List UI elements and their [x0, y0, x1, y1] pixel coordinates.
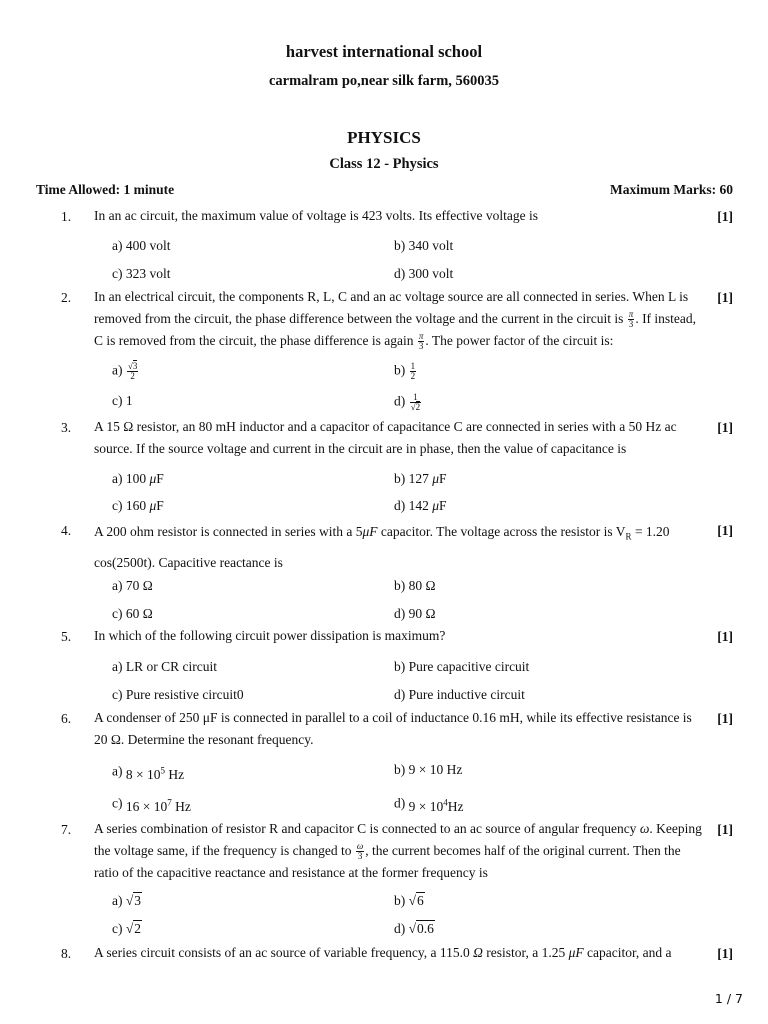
radicand: 2 [415, 402, 421, 412]
option-d [394, 393, 422, 412]
question-text [94, 818, 706, 884]
page-number: 1 / 7 [714, 991, 743, 1006]
option-c: c) 60 Ω [112, 606, 153, 621]
unit: Hz [168, 766, 185, 782]
question-marks: [1] [717, 290, 733, 305]
question-number: 6. [61, 711, 72, 726]
class-title: Class 12 - Physics [329, 156, 439, 172]
unit: F [156, 471, 164, 486]
option-a [112, 762, 184, 780]
question-marks: [1] [717, 629, 733, 644]
question-marks: [1] [717, 822, 733, 837]
option-label: d) [394, 921, 406, 936]
question-text-part: = 1.20 cos(2500t). Capacitive reactance is [94, 524, 670, 570]
question-text-part: In an electrical circuit, the components R, L, C and an ac voltage source are all connected in series. When L is removed from the circuit, the phase difference between the voltage and the current in the circuit is [94, 289, 689, 326]
one-over-root-two-fraction [410, 393, 421, 412]
capacitance-unit: μF [362, 524, 378, 539]
option-c [112, 921, 142, 937]
question-number: 8. [61, 946, 72, 961]
option-value [409, 799, 464, 814]
mu-symbol: μ [432, 471, 440, 486]
option-label: b) [394, 362, 406, 378]
omega-symbol: ω [639, 821, 650, 836]
option-d [394, 498, 447, 514]
question-marks: [1] [717, 523, 733, 538]
root-three-over-two-fraction [127, 362, 138, 381]
fraction-numerator: 1 [410, 393, 421, 403]
option-d: d) 300 volt [394, 266, 454, 281]
option-value: c) 160 [112, 498, 150, 513]
unit: Hz [447, 798, 464, 814]
question-text: A condenser of 250 μF is connected in parallel to a coil of inductance 0.16 mH, while its effective resistance is 20 Ω. Determine the resonant frequency. [94, 710, 692, 747]
fraction-numerator: ω [356, 841, 364, 852]
mu-symbol: μ [149, 471, 157, 486]
radicand: 2 [134, 921, 142, 936]
question-text-part: . Keeping the voltage same, if the frequency is changed to [94, 821, 702, 858]
question-text-part: . The power factor of the circuit is: [425, 333, 614, 348]
school-name: harvest international school [285, 42, 483, 61]
fraction-denominator: 2 [410, 371, 416, 381]
question-text-part: resistor, a 1.25 [482, 945, 566, 960]
option-b [394, 893, 425, 909]
radicand: 6 [417, 893, 424, 908]
square-root: √2 [125, 921, 142, 936]
question-text [94, 942, 706, 964]
option-value: d) 142 [394, 498, 433, 513]
option-c: c) 323 volt [112, 266, 171, 281]
unit: F [439, 471, 447, 486]
question-text-part: capacitor, and a [583, 945, 672, 960]
question-number: 4. [61, 523, 72, 538]
base: 8 × 10 [125, 766, 161, 782]
question-number: 3. [61, 420, 72, 435]
option-b: b) 80 Ω [394, 578, 436, 593]
option-b [394, 362, 417, 381]
fraction-denominator: 3 [628, 319, 634, 330]
question-marks: [1] [717, 209, 733, 224]
option-b: b) 340 volt [394, 238, 454, 253]
option-label: a) [112, 893, 123, 908]
option-c: c) Pure resistive circuit0 [112, 687, 244, 702]
subscript-r: R [625, 531, 632, 542]
option-label: a) [112, 763, 123, 779]
unit: F [156, 498, 164, 513]
question-text [94, 286, 706, 352]
one-half-fraction [410, 362, 417, 381]
fraction-numerator: π [628, 309, 634, 320]
question-text-part: A series combination of resistor R and capacitor C is connected to an ac source of angular frequency [94, 821, 637, 836]
option-label: a) [112, 362, 123, 378]
option-a: a) 400 volt [112, 238, 171, 253]
radicand: 0.6 [417, 921, 434, 936]
option-d [394, 921, 435, 937]
exponent: 7 [167, 797, 172, 807]
option-value: b) 127 [394, 471, 433, 486]
option-value: a) 100 [112, 471, 150, 486]
question-number: 5. [61, 629, 72, 644]
question-number: 7. [61, 822, 72, 837]
option-d: d) Pure inductive circuit [394, 687, 525, 702]
question-text: In an ac circuit, the maximum value of voltage is 423 volts. Its effective voltage is [94, 208, 538, 223]
pi-over-three-fraction [628, 310, 635, 329]
option-c: c) 1 [112, 393, 133, 408]
unit: F [439, 498, 447, 513]
fraction-denominator: 3 [418, 341, 424, 352]
question-text: A 15 Ω resistor, an 80 mH inductor and a capacitor of capacitance C are connected in series with a 50 Hz ac source. If the source voltage and current in the circuit are in phase, then the value of capacitance is [94, 419, 677, 456]
question-text-part: , the current becomes half of the original current. Then the ratio of the capacitive reactance and resistance at the former frequency is [94, 843, 681, 880]
school-address: carmalram po,near silk farm, 560035 [268, 73, 500, 89]
mu-symbol: μ [432, 498, 440, 513]
question-text-part: capacitor. The voltage across the resistor is V [377, 524, 626, 539]
question-text: In which of the following circuit power dissipation is maximum? [94, 628, 446, 643]
subject-title: PHYSICS [347, 128, 421, 147]
option-label: c) [112, 795, 123, 811]
question-number: 2. [61, 290, 72, 305]
option-value [126, 799, 191, 814]
fraction-numerator: π [418, 331, 424, 342]
unit: Hz [175, 798, 191, 814]
question-text-part: . If instead, C is removed from the circuit, the phase difference is again [94, 311, 697, 348]
base: 16 × 10 [125, 798, 168, 814]
radicand: 3 [132, 361, 138, 371]
option-b [394, 471, 447, 487]
option-d [394, 794, 464, 812]
omega-over-three-fraction [356, 842, 364, 861]
question-text-part: A series circuit consists of an ac source of variable frequency, a 115.0 [94, 945, 470, 960]
option-b: b) Pure capacitive circuit [394, 659, 530, 674]
question-text [94, 519, 706, 576]
option-a: a) LR or CR circuit [112, 659, 217, 674]
mu-symbol: μ [149, 498, 157, 513]
question-marks: [1] [717, 420, 733, 435]
base: 9 × 10 [408, 798, 444, 814]
time-allowed: Time Allowed: 1 minute [36, 182, 175, 197]
question-text-part: A 200 ohm resistor is connected in series with a 5 [94, 524, 363, 539]
question-marks: [1] [717, 711, 733, 726]
square-root: √6 [408, 893, 424, 908]
option-value [126, 767, 184, 782]
fraction-denominator: 2 [130, 371, 135, 381]
pi-over-three-fraction [418, 332, 425, 351]
option-b: b) 9 × 10 Hz [394, 762, 463, 777]
fraction-numerator: 1 [410, 361, 416, 371]
option-label: d) [394, 795, 406, 811]
omega-unit: Ω [473, 945, 483, 960]
capacitance-unit: μF [568, 945, 584, 960]
option-c [112, 794, 191, 812]
option-label: c) [112, 921, 123, 936]
option-label: b) [394, 893, 406, 908]
fraction-numerator: √3 [127, 361, 138, 371]
exponent: 4 [443, 797, 448, 807]
square-root: √0.6 [408, 921, 434, 936]
option-a: a) 70 Ω [112, 578, 153, 593]
question-number: 1. [61, 209, 72, 224]
question-marks: [1] [717, 946, 733, 961]
option-a [112, 471, 164, 487]
option-label: d) [394, 393, 406, 409]
fraction-denominator: 3 [357, 851, 363, 862]
maximum-marks: Maximum Marks: 60 [610, 182, 733, 197]
option-d: d) 90 Ω [394, 606, 436, 621]
radicand: 3 [134, 893, 142, 908]
exponent: 5 [160, 765, 165, 775]
square-root: √3 [125, 893, 142, 908]
option-a [112, 362, 139, 381]
option-a [112, 893, 142, 909]
option-c [112, 498, 164, 514]
fraction-denominator: √2 [410, 402, 421, 412]
